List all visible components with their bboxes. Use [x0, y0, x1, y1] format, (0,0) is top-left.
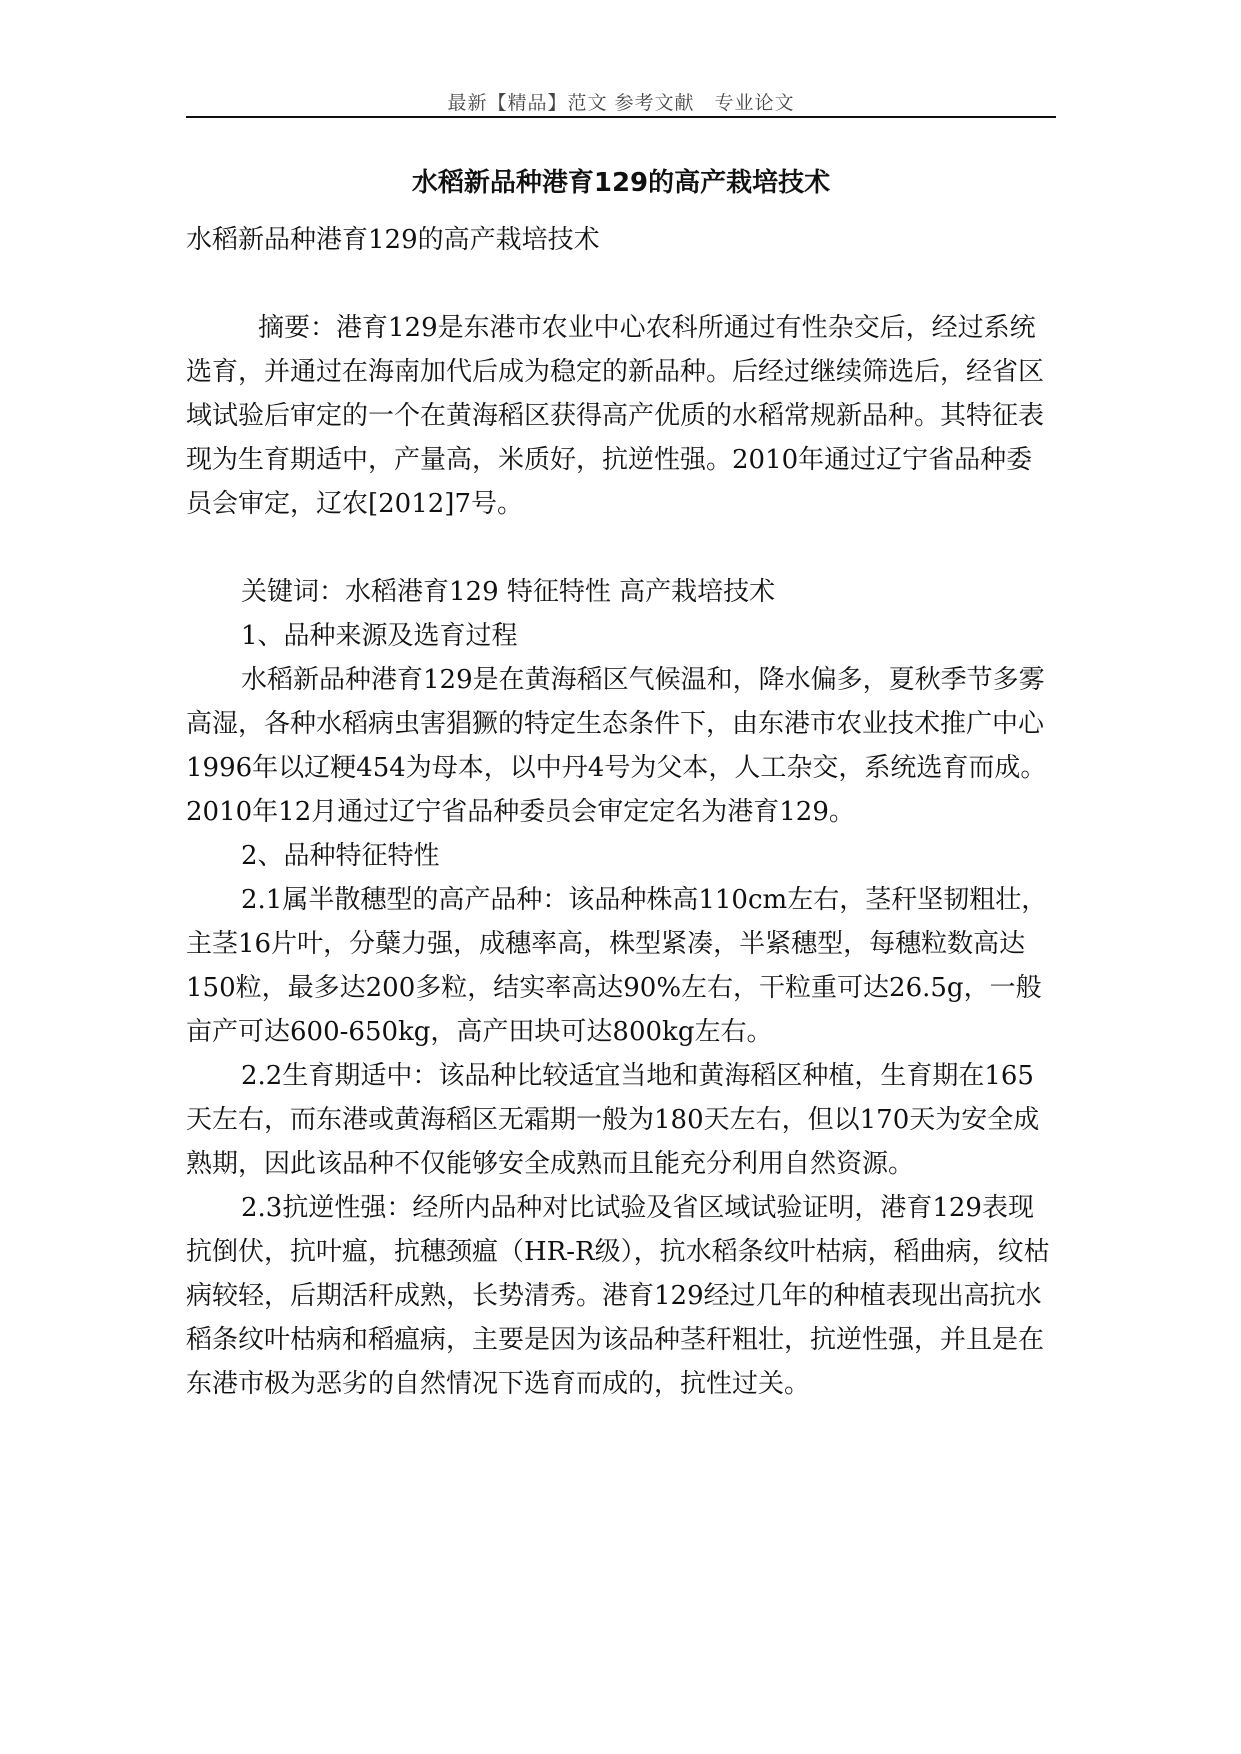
section-2-3-paragraph: 2.3抗逆性强：经所内品种对比试验及省区域试验证明，港育129表现抗倒伏，抗叶瘟，抗穗颈瘟（HR-R级），抗水稻条纹叶枯病，稻曲病，纹枯病较轻，后期活秆成熟，长势清秀。港育129经过几年的种植表现出高抗水稻条纹叶枯病和稻瘟病，主要是因为该品种茎秆粗壮，抗逆性强，并且是在东港市极为恶劣的自然情况下选育而成的，抗性过关。	[186, 1193, 1050, 1399]
page-header: 最新【精品】范文 参考文献 专业论文	[447, 92, 795, 114]
keywords-line: 关键词：水稻港育129 特征特性 高产栽培技术	[241, 577, 776, 607]
abstract-paragraph: 摘要：港育129是东港市农业中心农科所通过有性杂交后，经过系统选育，并通过在海南加代后成为稳定的新品种。后经过继续筛选后，经省区域试验后审定的一个在黄海稻区获得高产优质的水稻常规新品种。其特征表现为生育期适中，产量高，米质好，抗逆性强。2010年通过辽宁省品种委员会审定，辽农[2012]7号。	[186, 313, 1045, 519]
section-2-2-paragraph: 2.2生育期适中：该品种比较适宜当地和黄海稻区种植，生育期在165天左右，而东港或黄海稻区无霜期一般为180天左右，但以170天为安全成熟期，因此该品种不仅能够安全成熟而且能充分利用自然资源。	[186, 1061, 1040, 1179]
section-1-paragraph: 水稻新品种港育129是在黄海稻区气候温和，降水偏多，夏秋季节多雾高湿，各种水稻病虫害猖獗的特定生态条件下，由东港市农业技术推广中心1996年以辽粳454为母本，以中丹4号为父本，人工杂交，系统选育而成。2010年12月通过辽宁省品种委员会审定定名为港育129。	[186, 665, 1047, 827]
section-2-heading: 2、品种特征特性	[241, 841, 440, 871]
document-title: 水稻新品种港育129的高产栽培技术	[411, 168, 831, 198]
header-rule	[186, 116, 1056, 118]
document-body	[186, 218, 1056, 1406]
section-2-1-paragraph: 2.1属半散穗型的高产品种：该品种株高110cm左右，茎秆坚韧粗壮，主茎16片叶，分蘖力强，成穗率高，株型紧凑，半紧穗型，每穗粒数高达150粒，最多达200多粒，结实率高达90%左右，干粒重可达26.5g，一般亩产可达600-650kg，高产田块可达800kg左右。	[186, 885, 1048, 1047]
document-subtitle: 水稻新品种港育129的高产栽培技术	[186, 225, 600, 255]
section-1-heading: 1、品种来源及选育过程	[241, 621, 518, 651]
